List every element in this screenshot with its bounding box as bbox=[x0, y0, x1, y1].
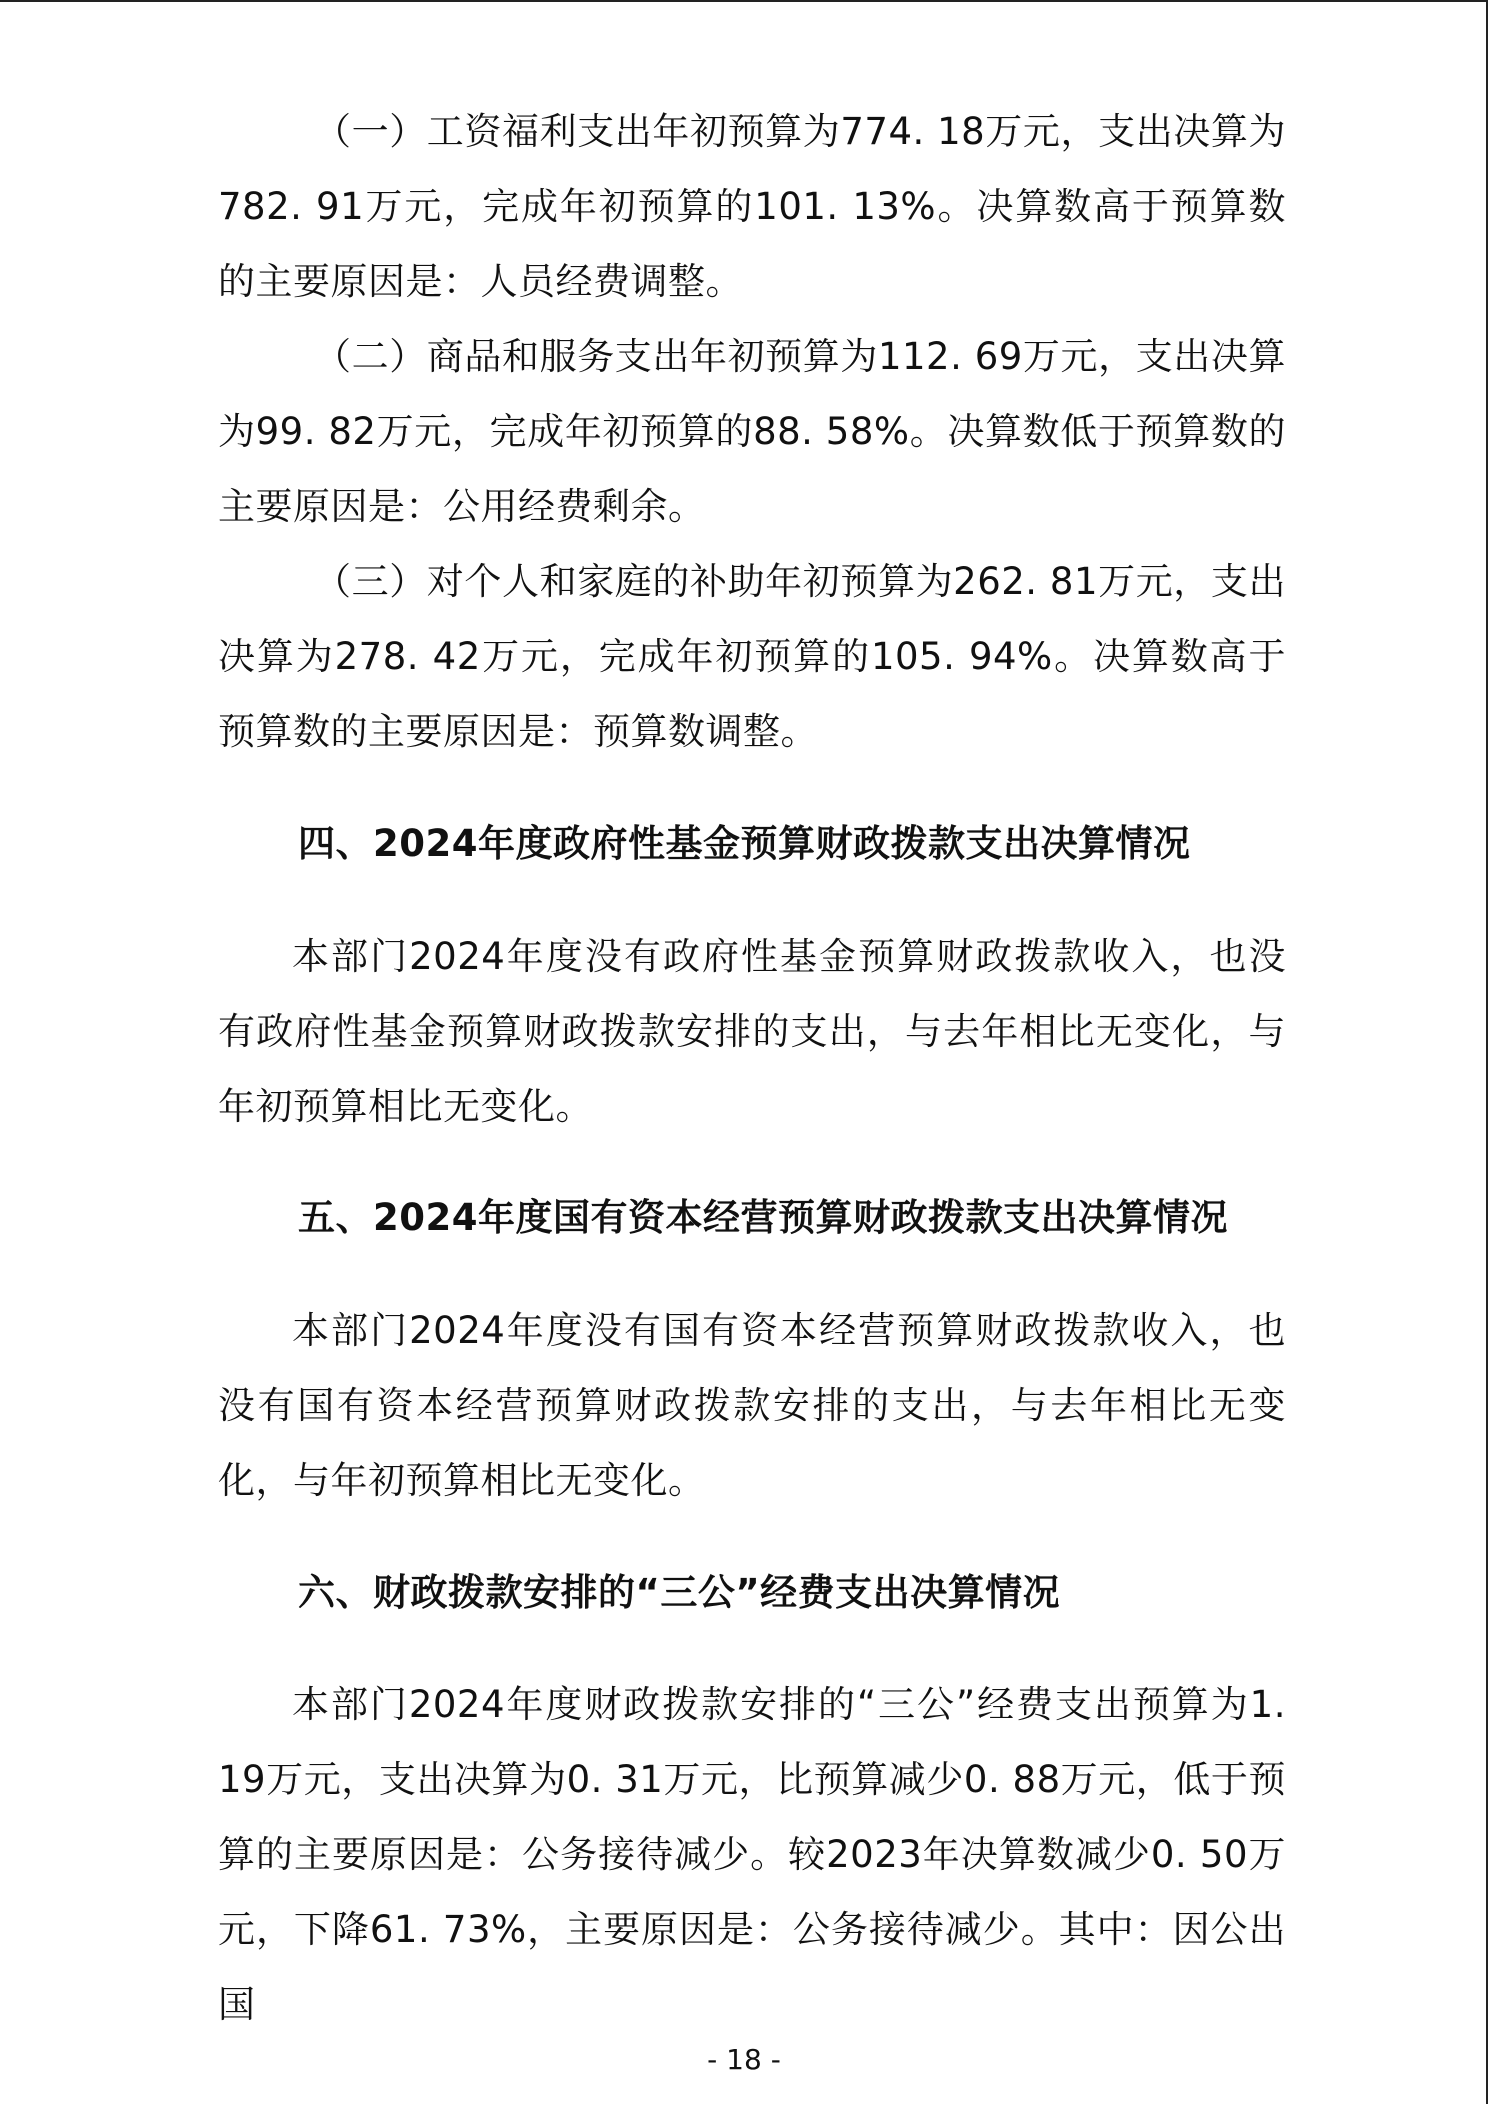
paragraph-three-public-expenses: 本部门2024年度财政拨款安排的“三公”经费支出预算为1. 19万元，支出决算为0. 31万元，比预算减少0. 88万元，低于预算的主要原因是：公务接待减少。较2023年决算数减少0. 50万元，下降61. 73%，主要原因是：公务接待减少。其中：因公出国 bbox=[218, 1683, 1286, 2026]
paragraph-state-capital: 本部门2024年度没有国有资本经营预算财政拨款收入，也没有国有资本经营预算财政拨款安排的支出，与去年相比无变化，与年初预算相比无变化。 bbox=[218, 1309, 1286, 1502]
paragraph-household-subsidy: （三）对个人和家庭的补助年初预算为262. 81万元，支出决算为278. 42万元，完成年初预算的105. 94%。决算数高于预算数的主要原因是：预算数调整。 bbox=[218, 560, 1286, 753]
section-heading-three-public-expenses: 六、财政拨款安排的“三公”经费支出决算情况 bbox=[298, 1571, 1061, 1614]
paragraph-government-fund: 本部门2024年度没有政府性基金预算财政拨款收入，也没有政府性基金预算财政拨款安排的支出，与去年相比无变化，与年初预算相比无变化。 bbox=[218, 935, 1286, 1128]
paragraph-wage-welfare: （一）工资福利支出年初预算为774. 18万元，支出决算为782. 91万元，完成年初预算的101. 13%。决算数高于预算数的主要原因是：人员经费调整。 bbox=[218, 110, 1286, 303]
paragraph-goods-services: （二）商品和服务支出年初预算为112. 69万元，支出决算为99. 82万元，完成年初预算的88. 58%。决算数低于预算数的主要原因是：公用经费剩余。 bbox=[218, 335, 1286, 528]
section-heading-state-capital: 五、2024年度国有资本经营预算财政拨款支出决算情况 bbox=[298, 1196, 1228, 1239]
section-heading-government-fund: 四、2024年度政府性基金预算财政拨款支出决算情况 bbox=[298, 822, 1191, 865]
page-number: - 18 - bbox=[707, 2043, 781, 2076]
